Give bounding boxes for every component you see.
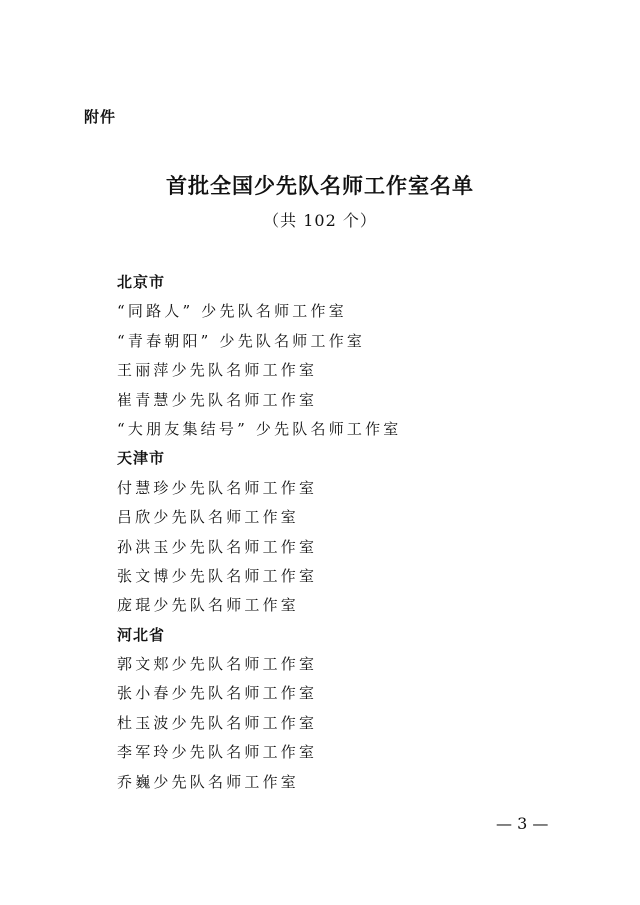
studio-item: 付慧珍少先队名师工作室 — [117, 478, 318, 497]
studio-item: 张小春少先队名师工作室 — [117, 684, 318, 703]
attachment-label: 附件 — [84, 108, 117, 126]
studio-item: 郭文郏少先队名师工作室 — [117, 655, 318, 674]
studio-item: “大朋友集结号” 少先队名师工作室 — [117, 419, 402, 438]
studio-item: 崔青慧少先队名师工作室 — [117, 390, 318, 409]
studio-item: 王丽萍少先队名师工作室 — [117, 361, 318, 380]
studio-item: 杜玉波少先队名师工作室 — [117, 713, 318, 732]
province-heading: 河北省 — [117, 625, 166, 644]
province-heading: 天津市 — [117, 449, 166, 468]
province-heading: 北京市 — [117, 273, 166, 291]
studio-item: 乔巍少先队名师工作室 — [117, 772, 300, 791]
studio-item: 孙洪玉少先队名师工作室 — [117, 537, 318, 556]
page-number: — 3 — — [496, 814, 549, 833]
document-subtitle: （共 102 个） — [263, 211, 377, 230]
studio-item: 庞琨少先队名师工作室 — [117, 596, 300, 615]
studio-item: 张文博少先队名师工作室 — [117, 566, 318, 585]
studio-list — [117, 268, 577, 797]
studio-item: “同路人” 少先队名师工作室 — [117, 302, 347, 321]
document-title: 首批全国少先队名师工作室名单 — [166, 173, 474, 198]
studio-item: “青春朝阳” 少先队名师工作室 — [117, 331, 366, 350]
studio-item: 李军玲少先队名师工作室 — [117, 743, 318, 762]
studio-item: 吕欣少先队名师工作室 — [117, 508, 300, 527]
